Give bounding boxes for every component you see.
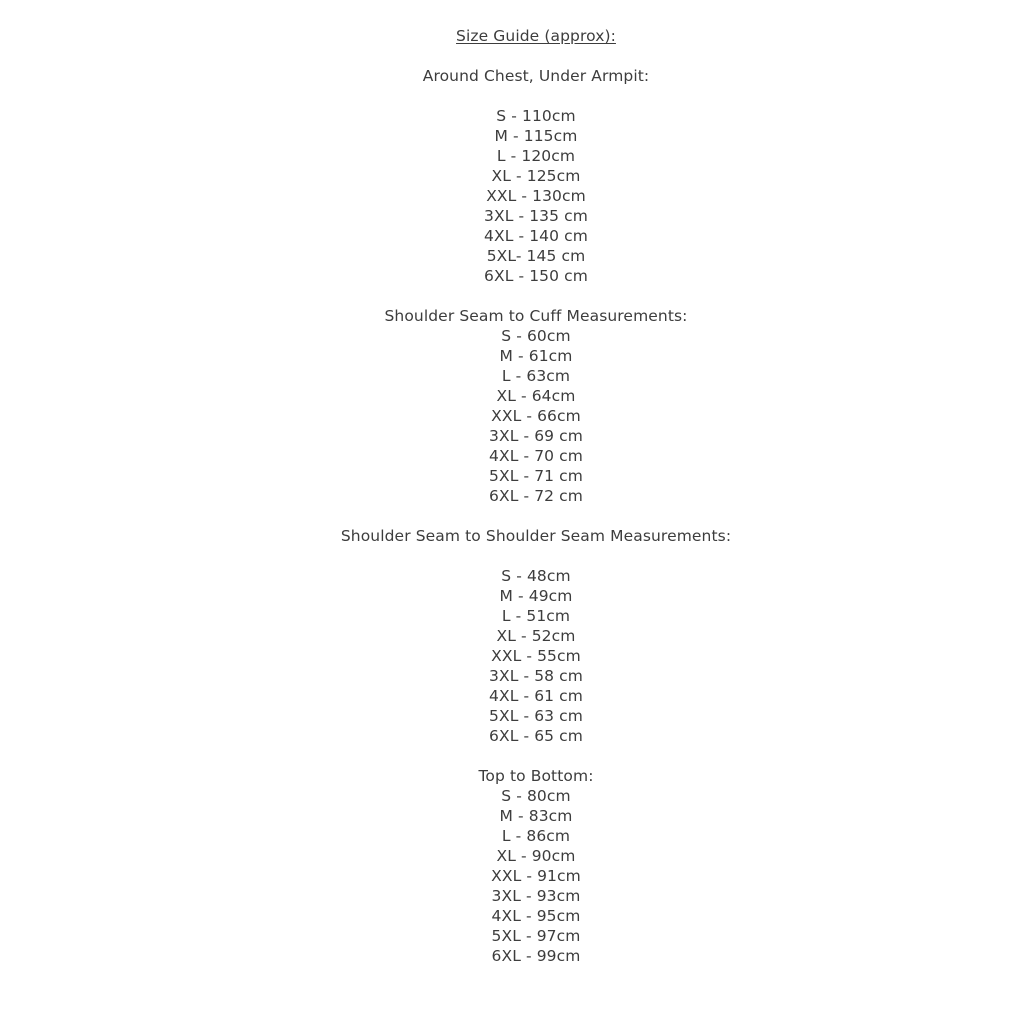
size-line: 6XL - 72 cm [489,487,583,505]
size-line: M - 49cm [499,587,573,605]
section-lines [48,566,1024,746]
size-line: 4XL - 61 cm [489,687,583,705]
size-line: M - 83cm [499,807,573,825]
size-line: S - 48cm [501,567,571,585]
section-lines [48,106,1024,286]
size-line: 3XL - 93cm [491,887,581,905]
size-line: L - 86cm [501,827,571,845]
size-line: 5XL- 145 cm [486,247,586,265]
size-line: 5XL - 63 cm [489,707,583,725]
section-heading: Top to Bottom: [478,767,594,785]
size-line: 4XL - 95cm [491,907,581,925]
size-line: XL - 125cm [491,167,581,185]
size-line: XXL - 55cm [491,647,581,665]
size-line: XL - 64cm [496,387,576,405]
size-line: L - 120cm [496,147,576,165]
size-guide-section [48,766,1024,966]
size-line: XXL - 91cm [491,867,581,885]
size-line: XL - 90cm [496,847,576,865]
size-line: 4XL - 140 cm [484,227,588,245]
size-line: L - 63cm [501,367,571,385]
size-guide-section [48,526,1024,746]
size-line: M - 115cm [494,127,578,145]
section-heading: Shoulder Seam to Shoulder Seam Measurements: [340,527,732,545]
size-guide-document [48,0,1024,966]
size-line: S - 110cm [496,107,576,125]
size-line: 6XL - 99cm [491,947,581,965]
size-line: 3XL - 58 cm [489,667,583,685]
size-line: L - 51cm [501,607,571,625]
section-lines [48,326,1024,506]
size-guide-title: Size Guide (approx): [456,27,616,45]
section-heading: Around Chest, Under Armpit: [422,67,650,85]
size-line: 6XL - 150 cm [484,267,588,285]
section-lines [48,786,1024,966]
size-line: S - 60cm [501,327,571,345]
size-line: S - 80cm [501,787,571,805]
size-line: 3XL - 69 cm [489,427,583,445]
size-guide-section [48,66,1024,286]
size-line: 5XL - 71 cm [489,467,583,485]
size-line: M - 61cm [499,347,573,365]
size-guide-sections [48,66,1024,966]
size-line: 6XL - 65 cm [489,727,583,745]
section-heading: Shoulder Seam to Cuff Measurements: [384,307,688,325]
size-line: XXL - 66cm [491,407,581,425]
size-line: 3XL - 135 cm [484,207,588,225]
size-guide-section [48,306,1024,506]
size-line: XXL - 130cm [486,187,586,205]
size-line: 4XL - 70 cm [489,447,583,465]
size-line: XL - 52cm [496,627,576,645]
size-line: 5XL - 97cm [491,927,581,945]
